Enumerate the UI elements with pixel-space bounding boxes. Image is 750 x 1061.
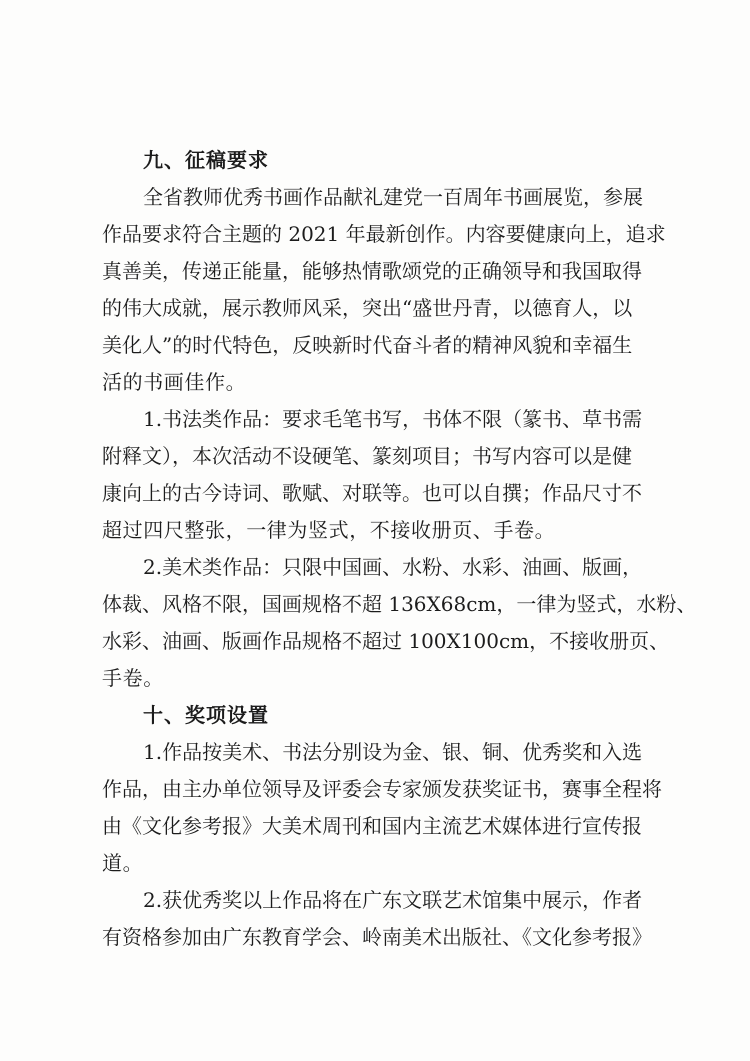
paragraph-line: 超过四尺整张，一律为竖式，不接收册页、手卷。 <box>102 518 556 542</box>
paragraph-line: 作品，由主办单位领导及评委会专家颁发获奖证书，赛事全程将 <box>102 777 662 801</box>
paragraph-line: 作品要求符合主题的 2021 年最新创作。内容要健康向上，追求 <box>102 222 666 246</box>
paragraph-line: 由《文化参考报》大美术周刊和国内主流艺术媒体进行宣传报 <box>102 814 642 838</box>
paragraph-line: 真善美，传递正能量，能够热情歌颂党的正确领导和我国取得 <box>102 259 642 283</box>
paragraph-line: 2.获优秀奖以上作品将在广东文联艺术馆集中展示，作者 <box>143 888 643 912</box>
paragraph-line: 道。 <box>102 851 144 875</box>
paragraph-line: 的伟大成就，展示教师风采，突出“盛世丹青，以德育人，以 <box>102 296 633 320</box>
paragraph-line: 2.美术类作品：只限中国画、水粉、水彩、油画、版画， <box>143 555 643 579</box>
paragraph-line: 手卷。 <box>102 666 164 690</box>
paragraph-line: 1.作品按美术、书法分别设为金、银、铜、优秀奖和入选 <box>143 740 643 764</box>
paragraph-line: 活的书画佳作。 <box>102 370 247 394</box>
paragraph-line: 全省教师优秀书画作品献礼建党一百周年书画展览，参展 <box>143 185 643 209</box>
paragraph-line: 美化人”的时代特色，反映新时代奋斗者的精神风貌和幸福生 <box>102 333 633 357</box>
paragraph-line: 有资格参加由广东教育学会、岭南美术出版社、《文化参考报》 <box>102 925 652 949</box>
section-heading-9: 九、征稿要求 <box>143 148 269 172</box>
paragraph-line: 康向上的古今诗词、歌赋、对联等。也可以自撰；作品尺寸不 <box>102 481 642 505</box>
paragraph-line: 水彩、油画、版画作品规格不超过 100X100cm，不接收册页、 <box>102 629 670 653</box>
paragraph-line: 1.书法类作品：要求毛笔书写，书体不限（篆书、草书需 <box>143 407 643 431</box>
paragraph-line: 体裁、风格不限，国画规格不超 136X68cm，一律为竖式，水粉、 <box>102 592 697 616</box>
paragraph-line: 附释文），本次活动不设硬笔、篆刻项目；书写内容可以是健 <box>102 444 632 468</box>
section-heading-10: 十、奖项设置 <box>143 703 269 727</box>
